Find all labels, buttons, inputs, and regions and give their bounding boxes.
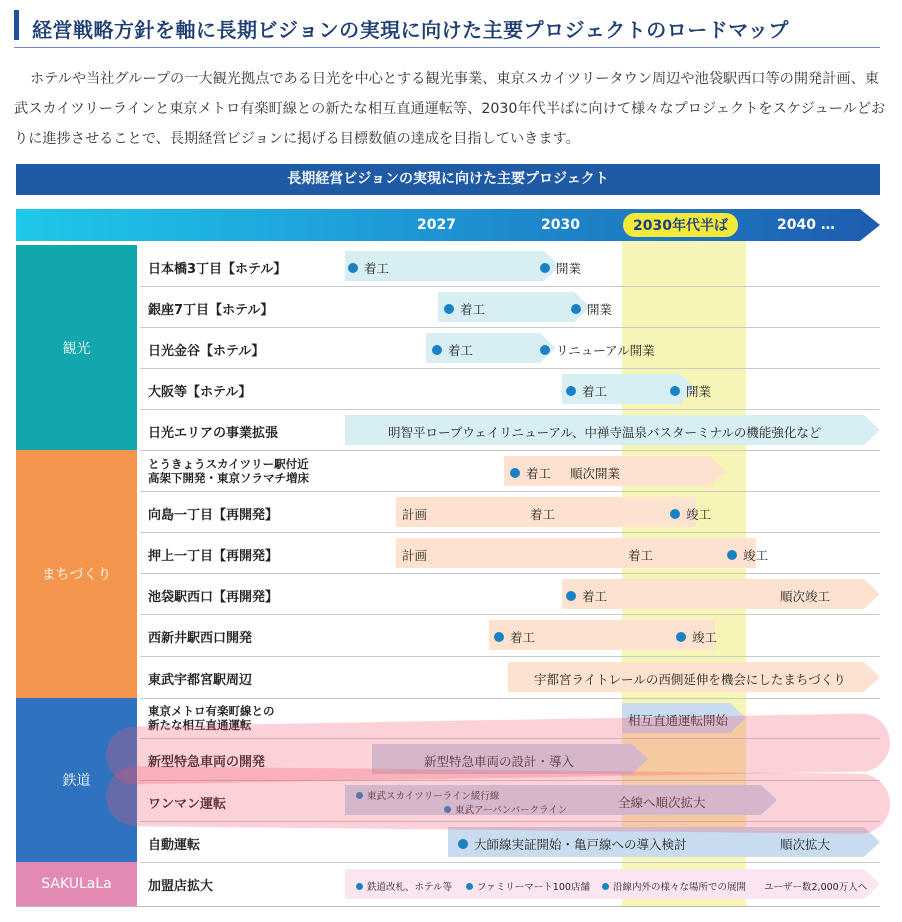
milestone-dot-icon [727,550,737,560]
milestone: 着工 [530,507,556,522]
row-label: 加盟店拡大 [148,879,214,894]
row-label: 銀座7丁目【ホテル】 [148,303,274,318]
row-label: 日光金谷【ホテル】 [148,344,265,359]
milestone: 新型特急車両の設計・導入 [424,754,575,769]
milestone-dot-icon [670,386,680,396]
row-label: 日光エリアの事業拡張 [148,426,279,441]
schedule-bar [562,579,880,609]
category-tourism: 観光 [16,245,137,450]
milestone: 着工 [348,259,389,277]
tick-2027: 2027 [417,217,456,233]
milestone-dot-icon [494,632,504,642]
milestone: 大師線実証開始・亀戸線への導入検討 [458,835,687,853]
category-town: まちづくり [16,450,137,698]
milestone: 順次拡大 [780,837,831,852]
row-label: 向島一丁目【再開発】 [148,508,279,523]
milestone: 順次開業 [570,466,621,481]
highlight-annotation [106,766,891,834]
category-sakulala: SAKULaLa [16,862,137,906]
milestone: 開業 [571,300,612,318]
roadmap-title-band: 長期経営ビジョンの実現に向けた主要プロジェクト [16,164,880,195]
milestone-dot-icon [510,468,520,478]
milestone-dot-icon [566,591,576,601]
row-label: 西新井駅西口開発 [148,631,253,646]
row-label: ワンマン運転 [148,797,227,812]
milestone: 着工 [566,587,607,605]
milestone: 開業 [670,382,711,400]
row-label: 押上一丁目【再開発】 [148,549,279,564]
milestone: 着工 [628,548,654,563]
tick-2030s-mid: 2030年代半ば [623,213,738,237]
milestone: 東武アーバンパークライン [444,802,567,816]
schedule-bar [396,538,756,568]
milestone: 順次竣工 [780,589,831,604]
milestone-dot-icon [540,345,550,355]
milestone: 沿線内外の様々な場所での展開 [602,879,746,893]
milestone: 開業 [540,259,581,277]
milestone: 鉄道改札、ホテル等 [356,879,452,893]
milestone-dot-icon [348,263,358,273]
milestone: 竣工 [727,546,768,564]
milestone: 相互直通運転開始 [628,713,729,728]
milestone-dot-icon [602,883,609,890]
milestone: 明智平ロープウェイリニューアル、中禅寺温泉バスターミナルの機能強化など [388,425,822,440]
milestone: ユーザー数2,000万人へ [764,882,868,893]
milestone: リニューアル開業 [540,341,655,359]
milestone: 宇都宮ライトレールの西側延伸を機会にしたまちづくり [534,672,846,687]
milestone-dot-icon [670,509,680,519]
milestone: 竣工 [676,628,717,646]
milestone: 着工 [494,628,535,646]
milestone-dot-icon [466,883,473,890]
milestone-dot-icon [540,263,550,273]
tick-2040: 2040 … [777,217,835,233]
page-title: 経営戦略方針を軸に長期ビジョンの実現に向けた主要プロジェクトのロードマップ [32,18,789,42]
row-label: 池袋駅西口【再開発】 [148,590,279,605]
milestone: 着工 [444,300,485,318]
heading-accent-bar [14,10,19,40]
milestone: ファミリーマート100店舗 [466,879,590,893]
row-label: 東京メトロ有楽町線との 新たな相互直通運転 [148,704,275,732]
category-rail: 鉄道 [16,698,137,862]
milestone-dot-icon [432,345,442,355]
row-label: 自動運転 [148,838,201,853]
milestone: 着工 [510,464,551,482]
milestone-dot-icon [566,386,576,396]
milestone: 計画 [402,507,428,522]
milestone-dot-icon [444,304,454,314]
milestone-dot-icon [571,304,581,314]
row-label: 日本橋3丁目【ホテル】 [148,262,287,277]
milestone: 東武スカイツリーライン緩行線 [356,788,499,802]
section-heading [14,6,880,48]
milestone-dot-icon [676,632,686,642]
row-label: 新型特急車両の開発 [148,755,266,770]
milestone: 計画 [402,548,428,563]
row-label: 東武宇都宮駅周辺 [148,673,253,688]
tick-2030: 2030 [541,217,580,233]
milestone: 竣工 [670,505,711,523]
milestone: 着工 [432,341,473,359]
intro-paragraph: ホテルや当社グループの一大観光拠点である日光を中心とする観光事業、東京スカイツリータウン周辺や池袋駅西口等の開発計画、東武スカイツリーラインと東京メトロ有楽町線との新たな相互直通運転等、2030年代半ばに向けて様々なプロジェクトをスケジュールどおりに進捗させることで、長期経営ビジョンに掲げる目標数値の達成を目指していきます。 [14,71,886,147]
milestone-dot-icon [458,839,468,849]
milestone: 全線へ順次拡大 [618,795,706,810]
row-label: とうきょうスカイツリー駅付近 高架下開発・東京ソラマチ増床 [148,457,309,485]
row-label: 大阪等【ホテル】 [148,385,252,400]
milestone-dot-icon [356,883,363,890]
milestone: 着工 [566,382,607,400]
